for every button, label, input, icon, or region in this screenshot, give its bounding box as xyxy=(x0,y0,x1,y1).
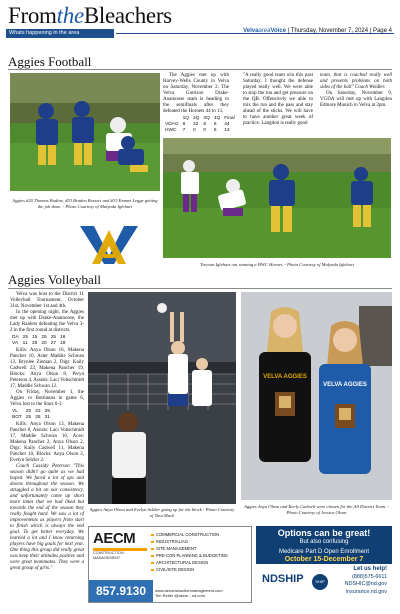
football-photo-1-caption: Aggies #20 Thomas Bodine, #53 Braden Bessert and #33 Emmet Legge getting the job done. - Photo Courtesy of Malynda Iglehart xyxy=(12,198,158,209)
football-photo-2 xyxy=(163,138,391,258)
score-header-row: 1Q 2Q 3Q 4Q Final xyxy=(182,116,235,121)
masthead xyxy=(6,4,394,38)
score-row: HWC 7 0 0 6 13 xyxy=(165,128,230,133)
set-row: BOT 25 25 31 xyxy=(12,415,50,420)
ndship-ad xyxy=(256,526,392,603)
volleyball-photo-all-district xyxy=(241,292,392,500)
volleyball-set-table-2 xyxy=(10,409,52,421)
shirt-text-right: VELVA AGGIES xyxy=(323,382,367,388)
football-photo-2-caption: Treyson Iglehart out running a HWC Hornet. - Photo Courtesy of Malynda Iglehart xyxy=(200,262,354,267)
football-rule xyxy=(8,69,392,70)
ndship-contact: Let us help! (888)575-6611 NDSHIC@nd.gov insurance.nd.gov xyxy=(344,566,387,595)
aecm-website: www.aeconstructionmanagement.com Tim Reiter @aecm - nd.com xyxy=(155,588,223,598)
ndship-logo: NDSHIP xyxy=(262,573,304,585)
list-item: CIVIL/SITE DESIGN xyxy=(151,566,228,573)
set-row: DA 25 15 25 25 16 xyxy=(12,335,66,340)
score-row: VDAG 8 22 8 6 44 xyxy=(165,122,230,127)
tagline: Whats happening in the area xyxy=(6,29,114,38)
volleyball-photo-all-district-caption: Aggies Anya Olson and Keely Cadwell were chosen for the All District Team. - Photo Courtesy of Jessica Olson xyxy=(244,504,389,515)
list-item: PRE-CON PLANNING & BUDGETING xyxy=(151,552,228,559)
football-story-col-2: "A really good team win this past Saturday. I thought the defense played really well. We were able to stop the run and get pressure on the QB. Offensively we able to mix the run and the pass and stay ahead of the sticks. We will have to have another great week of practice. Langdon is really good xyxy=(243,73,313,126)
list-item: INDUSTRIAL/AG xyxy=(151,538,228,545)
football-photo-1 xyxy=(10,73,160,191)
volleyball-rule xyxy=(8,288,392,289)
aecm-logo: AECM CONSTRUCTION MANAGEMENT xyxy=(93,531,147,561)
aecm-services-list xyxy=(151,531,228,573)
aecm-ad xyxy=(88,526,252,603)
list-item: COMMERCIAL CONSTRUCTION xyxy=(151,531,228,538)
volleyball-photo-block-caption: Aggies Anya Olson and Evelyn Selzler going up for the block - Photo Courtesy of Tina Mack xyxy=(89,507,235,518)
set-row: VL 20 23 29 xyxy=(12,409,50,414)
list-item: ARCHITECTURAL DESIGN xyxy=(151,559,228,566)
velva-aggies-logo xyxy=(78,224,140,266)
list-item: SITE MANAGEMENT xyxy=(151,545,228,552)
football-heading: Aggies Football xyxy=(8,54,92,69)
volleyball-set-table-1 xyxy=(10,335,67,347)
ndship-ad-headline: Options can be great! But also confusing Medicare Part D Open Enrollment October 15-December 7 xyxy=(277,528,371,563)
football-story-col-3: team, that is coached really well and presents problems on both sides of the ball" Coach Weidler. On Saturday, November 9, VGDA will met up with Langdon Edmore Munich in Velva at 2pm. xyxy=(320,73,392,108)
page-title: FromtheBleachers xyxy=(8,3,172,28)
volleyball-photo-block xyxy=(88,292,236,504)
issue-line: VelvaareaVoice | Thursday, November 7, 2024 | Page 4 xyxy=(243,28,392,34)
shirt-text-left: VELVA AGGIES xyxy=(263,374,307,380)
volleyball-story: Velva was host to the District 11 Volleyball Tournament, October 31st, November 1st and 4th. In the opening night, the Aggies met up with Drake-Anamoose, the Lady Raiders defeating the Velva 3-2 in the first round at districts. DA 25 15 25 25 16 VA 11 25 20 27 18 Kills: Anya Olson 16, Makena Pancher 10, Aster Maddie Schwan 13, Brynlee Zieman 2, Digs: Kaily Cadwell 22, Makena Pancher 19, Blocks: Anya Olson 8, Peryn Peterson 4, Assists: Laci Vohschmidt 17, Maddie Schwan 12. On Friday, November 1, the Aggies vs Bottineau in game 6, Velva lost to the Stars 0-3. VL 20 23 29 BOT 25 25 31 Kills: Anya Olson 13, Makena Pancher 8, Assists: Laci Vohschmidt 17, Maddie Schwan 10, Aces: Makena Pancher 2, Anya Olson 2, Digs: Kaily Cadwell 11, Makena Pancher 10, Blocks: Anya Olson 2, Evelyn Selzler 2. Coach Cassidy Peterson "This season didn't go quite as we had hoped. We faced a lot of ups and downs throughout the season. We struggled a bit on our consistency, and unfortunately came up short more times that we had liked but towards the end of the season they really fought hard. We saw a lot of improvements as players from start to finish which is always the end goal. To get better everyday. We learned a lot and I know returning players have big goals for next year. One thing this group did really great was keep their attitudes positive and were great teammates. They were a great group of girls." xyxy=(10,292,84,571)
ndship-ad-contact-panel xyxy=(256,564,392,603)
football-story-col-1: The Aggies met up with Harvey-Wells County in Velva on Saturday, November 2. The Velva Garrison Drake-Anamoose team is heading to the semifinals after they defeated the Hornets 44 to 13. 1Q 2Q 3Q 4Q Final VDAG 8 22 8 6 44 HWC 7 0 0 6 13 xyxy=(163,73,235,133)
volleyball-heading: Aggies Volleyball xyxy=(8,272,102,287)
football-score-table xyxy=(163,116,237,134)
ship-logo: SHIP xyxy=(312,574,328,590)
aecm-phone: 857.9130 xyxy=(89,580,153,602)
set-row: VA 11 25 20 27 18 xyxy=(12,341,66,346)
